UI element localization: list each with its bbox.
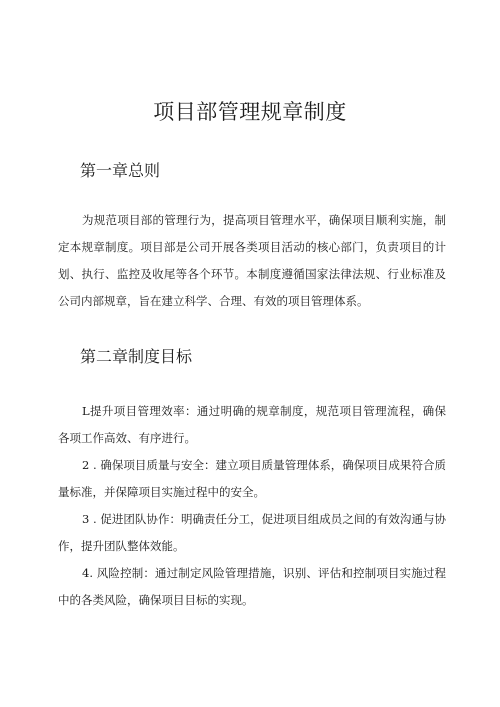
objective-item-3: 3 . 促进团队协作：明确责任分工，促进项目组成员之间的有效沟通与协作，提升团队整体效能。 xyxy=(58,512,446,553)
document-title: 项目部管理规章制度 xyxy=(153,100,347,124)
objective-item-2: 2 . 确保项目质量与安全：建立项目质量管理体系，确保项目成果符合质量标准，并保障项目实施过程中的安全。 xyxy=(58,458,446,499)
paragraph-general: 为规范项目部的管理行为，提高项目管理水平，确保项目顺利实施，制定本规章制度。项目部是公司开展各类项目活动的核心部门，负责项目的计划、执行、监控及收尾等各个环节。本制度遵循国家法律法规、行业标准及公司内部规章，旨在建立科学、合理、有效的项目管理体系。 xyxy=(58,213,446,308)
chapter-heading-general: 第一章总则 xyxy=(80,161,161,180)
objective-item-1: L提升项目管理效率：通过明确的规章制度，规范项目管理流程，确保各项工作高效、有序进行。 xyxy=(58,404,446,445)
chapter-heading-objectives: 第二章制度目标 xyxy=(80,347,193,366)
objective-item-4: 4. 风险控制：通过制定风险管理措施，识别、评估和控制项目实施过程中的各类风险，确保项目目标的实现。 xyxy=(58,566,446,607)
